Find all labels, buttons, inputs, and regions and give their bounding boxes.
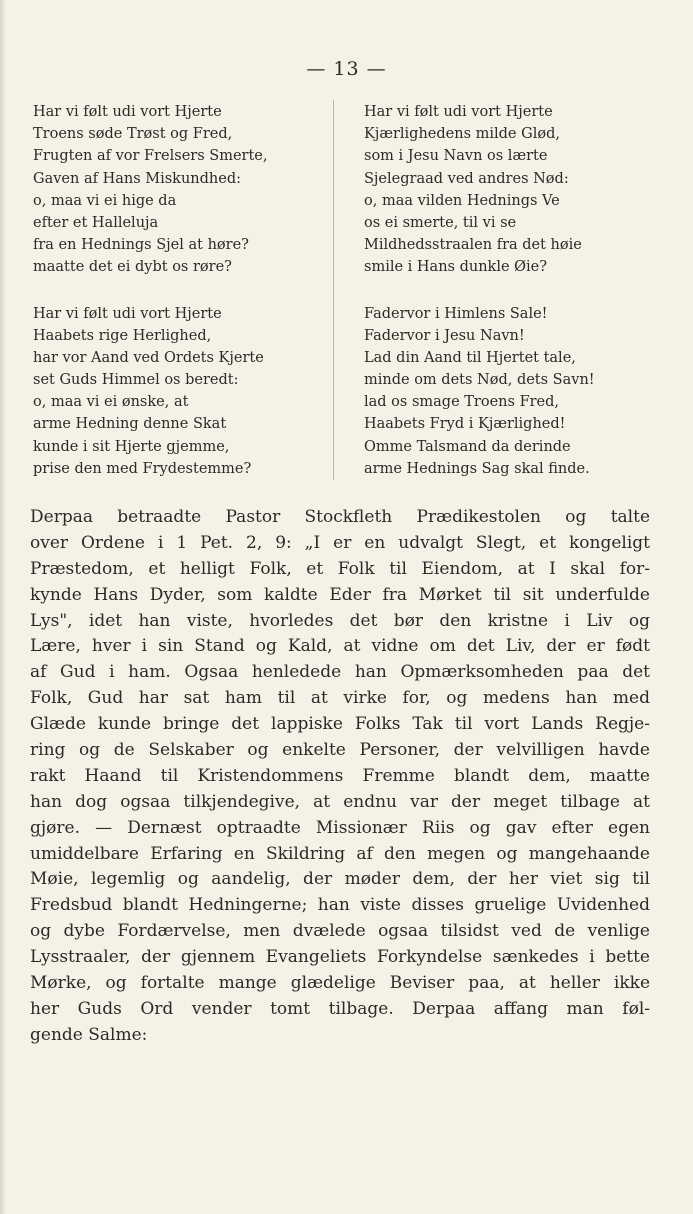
verse-line: Troens søde Trøst og Fred, [33,126,233,143]
prose-line: og dybe Fordærvelse, men dvælede ogsaa tilsidst ved de venlige [30,921,650,942]
verse-line: Kjærlighedens milde Glød, [364,126,560,143]
verse-line: arme Hedning denne Skat [33,416,227,433]
verse-line: fra en Hednings Sjel at høre? [33,237,249,254]
prose-line: Lære, hver i sin Stand og Kald, at vidne om det Liv, der er født [30,636,650,657]
prose-line: af Gud i ham. Ogsaa henledede han Opmærksomheden paa det [30,662,650,683]
verse-line: Lad din Aand til Hjertet tale, [364,349,576,366]
verse-line: prise den med Frydestemme? [33,460,252,477]
verse-line: o, maa vi ei ønske, at [33,394,189,411]
verse-line: smile i Hans dunkle Øie? [364,259,548,276]
hymn-stanza [364,303,664,481]
verse-line: Har vi følt udi vort Hjerte [33,104,222,120]
column-divider [333,100,334,480]
left-hymn-column [33,101,318,504]
prose-line: han dog ogsaa tilkjendegive, at endnu var der meget tilbage at [30,791,650,812]
verse-line: maatte det ei dybt os røre? [33,259,232,276]
verse-line: Frugten af vor Frelsers Smerte, [33,148,268,165]
prose-line: Folk, Gud har sat ham til at virke for, og medens han med [30,688,650,709]
prose-line: Møie, legemlig og aandelig, der møder dem, der her viet sig til [30,869,650,890]
prose-line: gende Salme: [30,1024,148,1045]
hymn-stanza [33,101,318,279]
verse-line: os ei smerte, til vi se [364,214,517,231]
verse-line: minde om dets Nød, dets Savn! [364,372,595,389]
hymn-stanza [364,101,664,279]
verse-line: Har vi følt udi vort Hjerte [33,305,222,322]
verse-line: Haabets Fryd i Kjærlighed! [364,416,566,433]
prose-line: umiddelbare Erfaring en Skildring af den megen og mangehaande [30,843,650,864]
verse-line: lad os smage Troens Fred, [364,394,560,411]
verse-line: o, maa vi ei hige da [33,192,177,209]
verse-line: Fadervor i Jesu Navn! [364,327,525,344]
page-number: — 13 — [306,58,387,80]
prose-line: Præstedom, et helligt Folk, et Folk til Eiendom, at I skal for- [30,558,650,579]
prose-line: gjøre. — Dernæst optraadte Missionær Riis og gav efter egen [30,817,650,838]
prose-line: rakt Haand til Kristendommens Fremme blandt dem, maatte [30,765,650,786]
prose-line: her Guds Ord vender tomt tilbage. Derpaa affang man føl- [30,998,650,1019]
verse-line: arme Hednings Sag skal finde. [364,460,590,477]
verse-line: har vor Aand ved Ordets Kjerte [33,349,264,366]
prose-line: Glæde kunde bringe det lappiske Folks Tak til vort Lands Regje- [30,714,650,735]
verse-line: som i Jesu Navn os lærte [364,148,548,165]
prose-line: ring og de Selskaber og enkelte Personer, der velvilligen havde [30,740,650,761]
verse-line: efter et Halleluja [33,214,159,231]
verse-line: Haabets rige Herlighed, [33,327,212,344]
prose-line: Lysstraaler, der gjennem Evangeliets Forkyndelse sænkedes i bette [30,947,650,968]
verse-line: Sjelegraad ved andres Nød: [364,170,569,187]
verse-line: set Guds Himmel os beredt: [33,372,239,389]
verse-line: Omme Talsmand da derinde [364,438,571,455]
prose-paragraph [30,505,650,1049]
prose-line: kynde Hans Dyder, som kaldte Eder fra Mørket til sit underfulde [30,584,650,605]
verse-line: Mildhedsstraalen fra det høie [364,237,582,254]
verse-line: o, maa vilden Hednings Ve [364,192,560,209]
prose-line: Fredsbud blandt Hedningerne; han viste disses gruelige Uvidenhed [30,895,650,916]
prose-line: Mørke, og fortalte mange glædelige Beviser paa, at heller ikke [30,973,650,994]
prose-line: over Ordene i 1 Pet. 2, 9: „I er en udvalgt Slegt, et kongeligt [30,532,650,553]
verse-line: Gaven af Hans Miskundhed: [33,170,242,187]
right-hymn-column [364,101,664,504]
verse-line: Har vi følt udi vort Hjerte [364,104,553,120]
prose-line: Lys", idet han viste, hvorledes det bør den kristne i Liv og [30,610,650,631]
prose-line: Derpaa betraadte Pastor Stockfleth Prædikestolen og talte [30,507,650,527]
verse-line: kunde i sit Hjerte gjemme, [33,438,230,455]
page-edge-shadow [0,0,6,1214]
hymn-stanza [33,303,318,481]
verse-line: Fadervor i Himlens Sale! [364,305,548,322]
